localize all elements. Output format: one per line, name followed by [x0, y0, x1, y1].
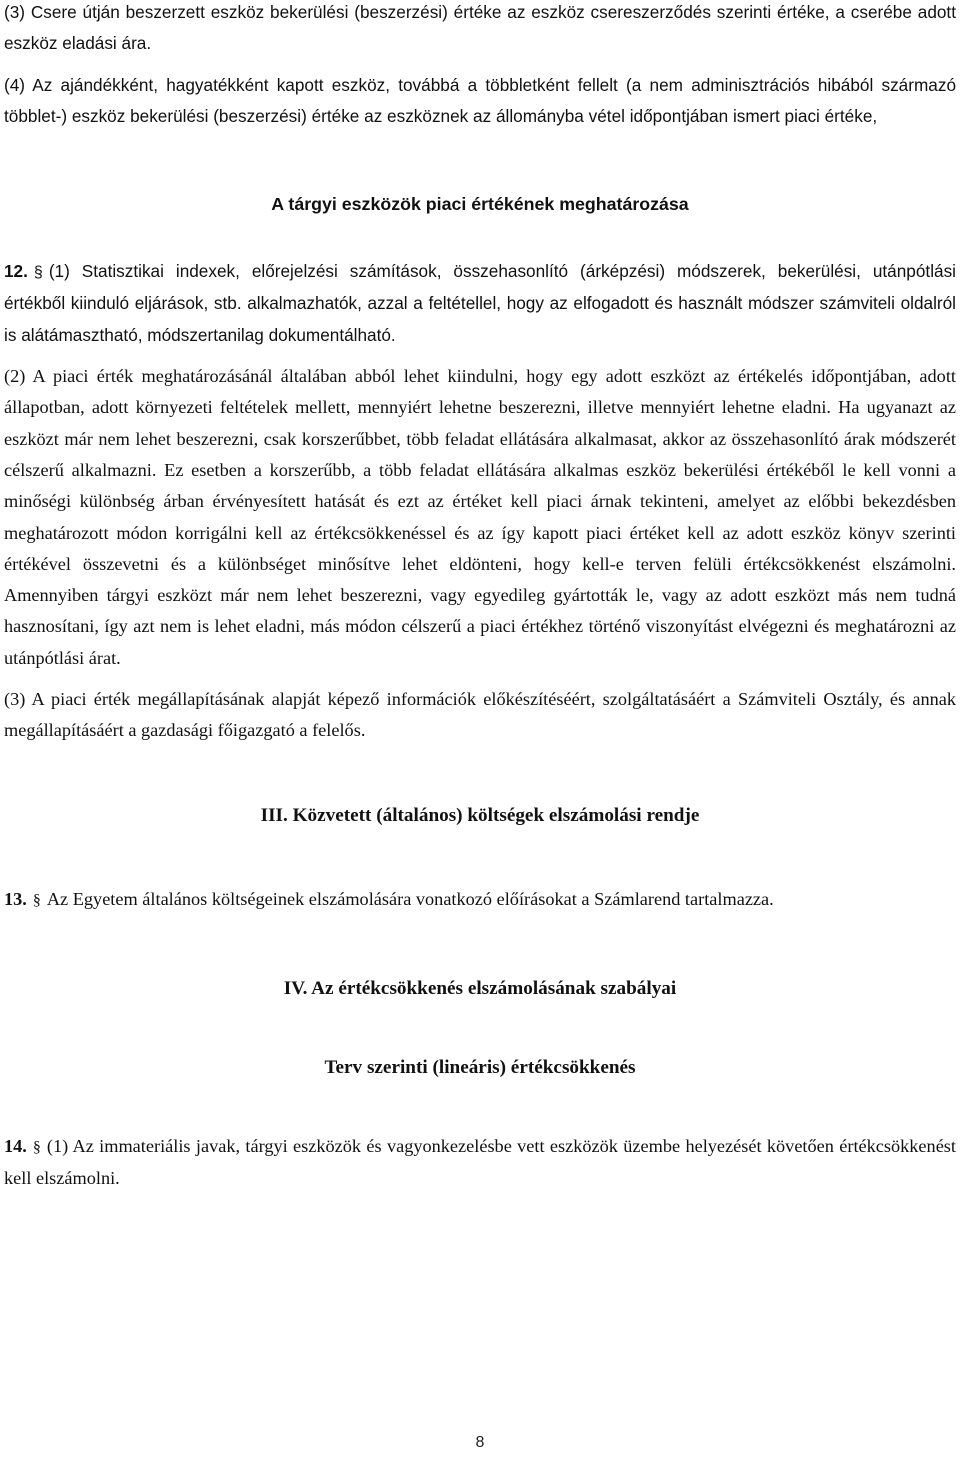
- paragraph-4-gift: (4) Az ajándékként, hagyatékként kapott eszköz, továbbá a többletként fellelt (a nem adminisztrációs hibából származó többlet-) eszköz bekerülési (beszerzési) értéke az eszköznek az állományba vétel időpontjában ismert piaci értéke,: [4, 74, 956, 126]
- section-12-paragraph-2: (2) A piaci érték meghatározásánál általában abból lehet kiindulni, hogy egy adott eszközt az értékelés időpontjában, adott állapotban, adott környezeti feltételek mellett, mennyiért lehetne beszerezni, illetve mennyiért lehetne eladni. Ha ugyanazt az eszközt már nem lehet beszerezni, csak korszerűbbet, több feladat ellátására alkalmasat, akkor az összehasonlító árak módszerét célszerű alkalmazni. Ez esetben a korszerűbb, a több feladat ellátására alkalmas eszköz bekerülési értékéből le kell vonni a minőségi különbség árban érvényesített hatását és ezt az értéket kell piaci árnak tekinteni, amelyet az előbbi bekezdésben meghatározott módon korrigálni kell az értékcsökkenéssel és az így kapott piaci értéket kell az adott eszköz könyv szerinti értékével összevetni és a különbséget minősítve lehet eldönteni, hogy kell-e terven felüli értékcsökkenést elszámolni. Amennyiben tárgyi eszközt már nem lehet beszerezni, vagy egyedileg gyártották le, vagy az adott eszközt más nem tudná hasznosítani, így azt nem is lehet eladni, más módon célszerű a piaci értékhez történő viszonyítást elvégezni és meghatározni az utánpótlási árat.: [4, 366, 956, 668]
- section-12-symbol: §: [33, 264, 43, 282]
- heading-chapter-iii: III. Közvetett (általános) költségek elszámolási rendje: [260, 804, 700, 826]
- section-13-text: Az Egyetem általános költségeinek elszámolására vonatkozó előírásokat a Számlarend tartalmazza.: [46, 888, 774, 909]
- section-14-symbol: §: [32, 1138, 41, 1156]
- page-number: 8: [475, 1434, 485, 1451]
- section-12-text-1: (1) Statisztikai indexek, előrejelzési számítások, összehasonlító (árképzési) módszerek, bekerülési, utánpótlási értékből kiinduló eljárások, stb. alkalmazhatók, azzal a feltétellel, hogy az elfogadott és használt módszer számviteli oldalról is alátámasztható, módszertanilag dokumentálható.: [4, 261, 956, 345]
- heading-market-value: A tárgyi eszközök piaci értékének meghatározása: [271, 194, 689, 215]
- section-13-symbol: §: [32, 891, 41, 909]
- section-14-paragraph: [4, 1131, 956, 1195]
- section-14-text: (1) Az immateriális javak, tárgyi eszközök és vagyonkezelésbe vett eszközök üzembe helyezését követően értékcsökkenést kell elszámolni.: [4, 1135, 956, 1189]
- section-14-number: 14.: [4, 1135, 27, 1156]
- section-12-paragraph-3: (3) A piaci érték megállapításának alapját képező információk előkészítéséért, szolgáltatásáért a Számviteli Osztály, és annak megállapításáért a gazdasági főigazgató a felelős.: [4, 689, 956, 741]
- heading-chapter-iv: IV. Az értékcsökkenés elszámolásának szabályai: [283, 977, 677, 999]
- section-13-paragraph: [4, 884, 956, 916]
- section-12-paragraph-1: [4, 256, 956, 351]
- section-13-number: 13.: [4, 888, 27, 909]
- heading-linear-depreciation: Terv szerinti (lineáris) értékcsökkenés: [324, 1056, 636, 1078]
- paragraph-3-exchange: (3) Csere útján beszerzett eszköz bekerülési (beszerzési) értéke az eszköz csereszerződés szerinti értéke, a cserébe adott eszköz eladási ára.: [4, 2, 956, 54]
- section-12-number: 12.: [4, 261, 28, 282]
- document-page: [4, 0, 956, 1195]
